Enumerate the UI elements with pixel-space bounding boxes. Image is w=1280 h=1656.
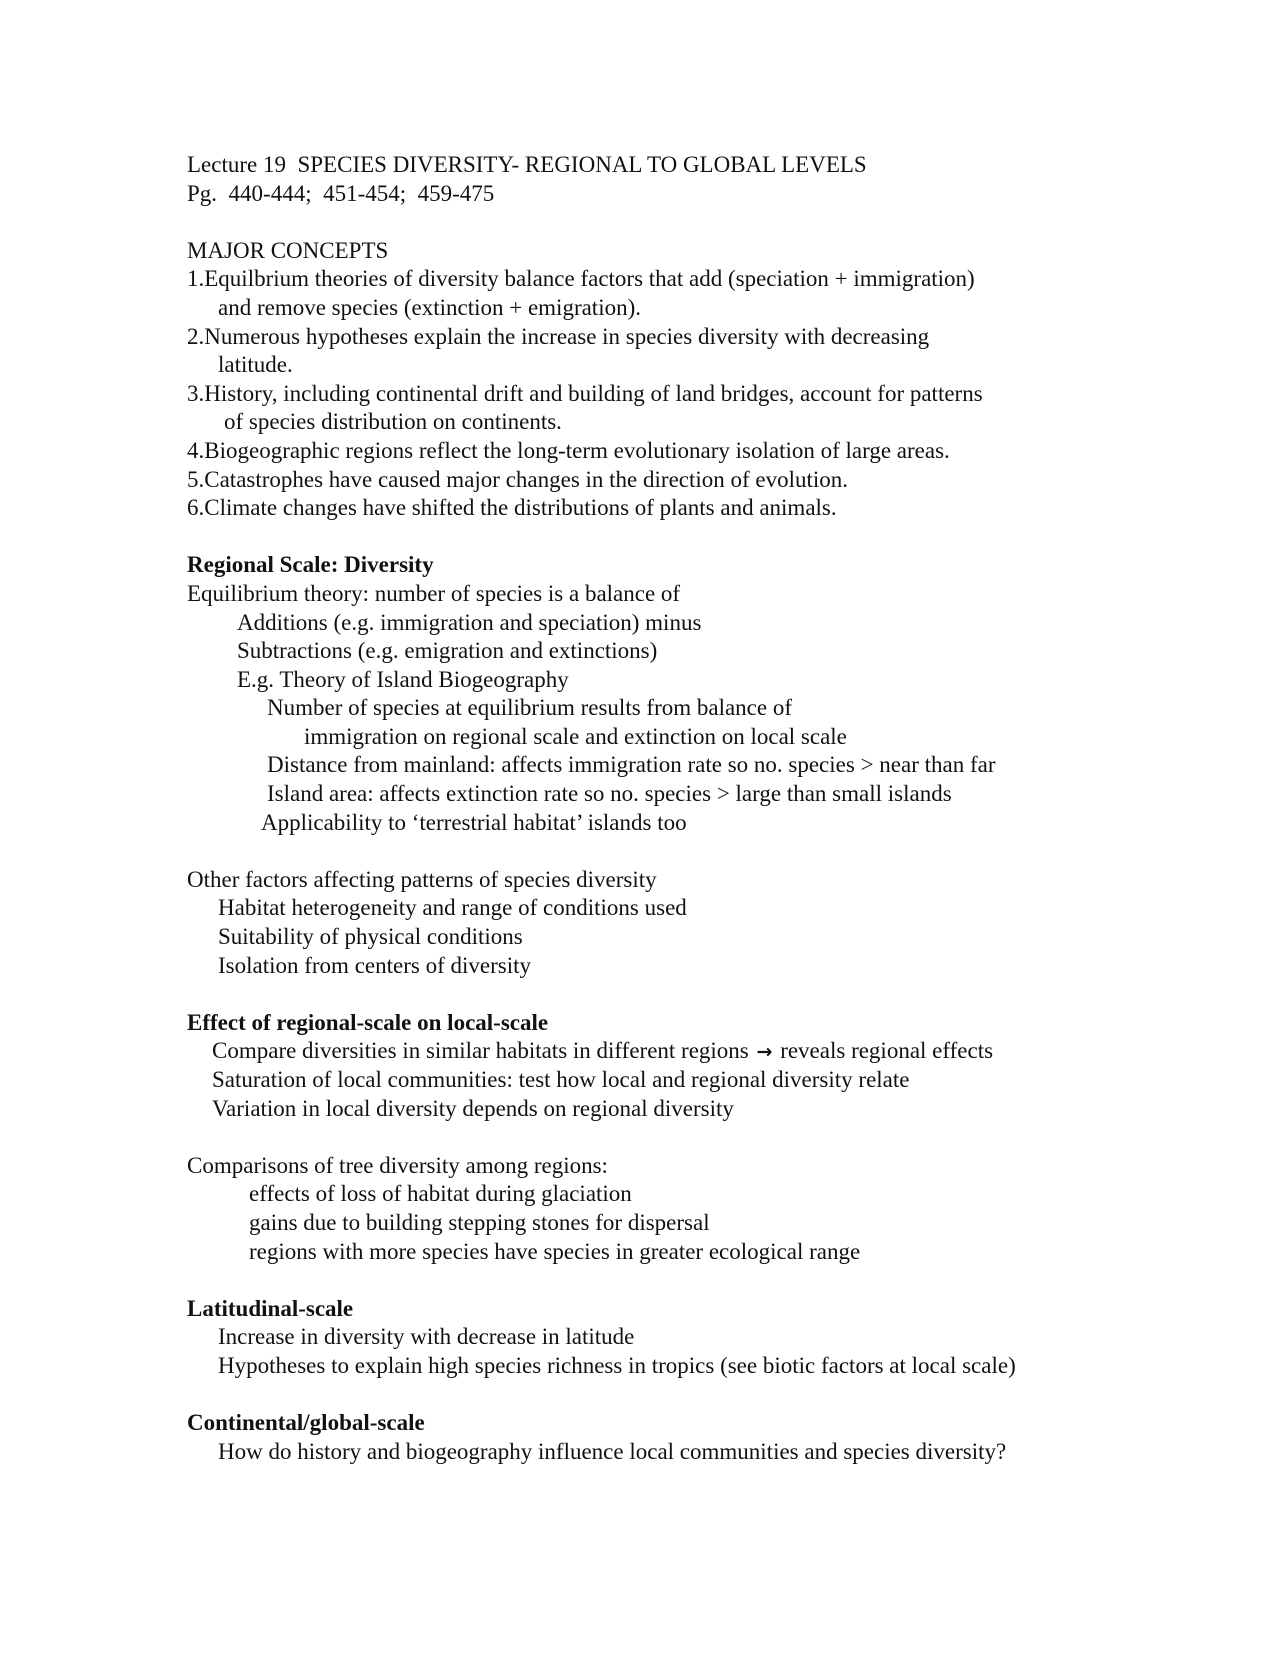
spacer bbox=[187, 208, 1237, 237]
compare-diversities-line bbox=[187, 1037, 1237, 1066]
equilibrium-balance-line: Number of species at equilibrium results from balance of bbox=[267, 695, 793, 721]
equilibrium-theory-line: Equilibrium theory: number of species is a balance of bbox=[187, 580, 681, 606]
spacer bbox=[187, 837, 1237, 866]
effect-heading: Effect of regional-scale on local-scale bbox=[187, 1009, 549, 1035]
subtractions-line: Subtractions (e.g. emigration and extinctions) bbox=[237, 638, 658, 664]
spacer bbox=[187, 1123, 1237, 1152]
latitudinal-item: Increase in diversity with decrease in latitude bbox=[218, 1324, 635, 1350]
applicability-line: Applicability to ‘terrestrial habitat’ islands too bbox=[261, 809, 687, 835]
comparison-item: gains due to building stepping stones for dispersal bbox=[249, 1209, 710, 1235]
spacer bbox=[187, 980, 1237, 1009]
page-references: Pg. 440-444; 451-454; 459-475 bbox=[187, 180, 495, 206]
concept-1-line-2: and remove species (extinction + emigration). bbox=[218, 294, 641, 320]
concept-3-line-2: of species distribution on continents. bbox=[224, 409, 562, 435]
concept-1-line-1: 1.Equilbrium theories of diversity balance factors that add (speciation + immigration) bbox=[187, 266, 975, 292]
continental-item: How do history and biogeography influence local communities and species diversity? bbox=[218, 1438, 1007, 1464]
spacer bbox=[187, 1381, 1237, 1410]
right-arrow-icon: → bbox=[756, 1041, 773, 1064]
latitudinal-item: Hypotheses to explain high species richness in tropics (see biotic factors at local scale) bbox=[218, 1352, 1016, 1378]
spacer bbox=[187, 523, 1237, 552]
immigration-extinction-line: immigration on regional scale and extinction on local scale bbox=[304, 723, 847, 749]
concept-5: 5.Catastrophes have caused major changes in the direction of evolution. bbox=[187, 466, 849, 492]
variation-line: Variation in local diversity depends on regional diversity bbox=[212, 1095, 734, 1121]
additions-line: Additions (e.g. immigration and speciation) minus bbox=[237, 609, 702, 635]
other-factors-heading: Other factors affecting patterns of species diversity bbox=[187, 866, 657, 892]
spacer bbox=[187, 1266, 1237, 1295]
island-biogeography-line: E.g. Theory of Island Biogeography bbox=[237, 666, 569, 692]
continental-heading: Continental/global-scale bbox=[187, 1410, 425, 1436]
concept-3-line-1: 3.History, including continental drift and building of land bridges, account for patterns bbox=[187, 380, 983, 406]
regional-scale-heading: Regional Scale: Diversity bbox=[187, 552, 434, 578]
comparisons-heading: Comparisons of tree diversity among regions: bbox=[187, 1152, 608, 1178]
major-concepts-heading: MAJOR CONCEPTS bbox=[187, 237, 389, 263]
other-factor-item: Suitability of physical conditions bbox=[218, 924, 523, 950]
saturation-line: Saturation of local communities: test how local and regional diversity relate bbox=[212, 1067, 910, 1092]
concept-6: 6.Climate changes have shifted the distributions of plants and animals. bbox=[187, 495, 837, 521]
compare-text: Compare diversities in similar habitats in different regions bbox=[212, 1038, 749, 1064]
other-factor-item: Habitat heterogeneity and range of conditions used bbox=[218, 895, 687, 921]
comparison-item: regions with more species have species in greater ecological range bbox=[249, 1238, 861, 1264]
concept-4: 4.Biogeographic regions reflect the long-term evolutionary isolation of large areas. bbox=[187, 437, 950, 463]
concept-2-line-2: latitude. bbox=[218, 352, 293, 378]
other-factor-item: Isolation from centers of diversity bbox=[218, 952, 531, 978]
island-area-line: Island area: affects extinction rate so no. species > large than small islands bbox=[267, 781, 952, 807]
lecture-title: Lecture 19 SPECIES DIVERSITY- REGIONAL TO GLOBAL LEVELS bbox=[187, 152, 867, 177]
regional-effects-text: reveals regional effects bbox=[780, 1038, 994, 1064]
distance-mainland-line: Distance from mainland: affects immigration rate so no. species > near than far bbox=[267, 752, 996, 778]
document-body bbox=[187, 151, 1237, 1466]
latitudinal-heading: Latitudinal-scale bbox=[187, 1295, 354, 1321]
concept-2-line-1: 2.Numerous hypotheses explain the increase in species diversity with decreasing bbox=[187, 323, 930, 349]
comparison-item: effects of loss of habitat during glaciation bbox=[249, 1181, 632, 1207]
